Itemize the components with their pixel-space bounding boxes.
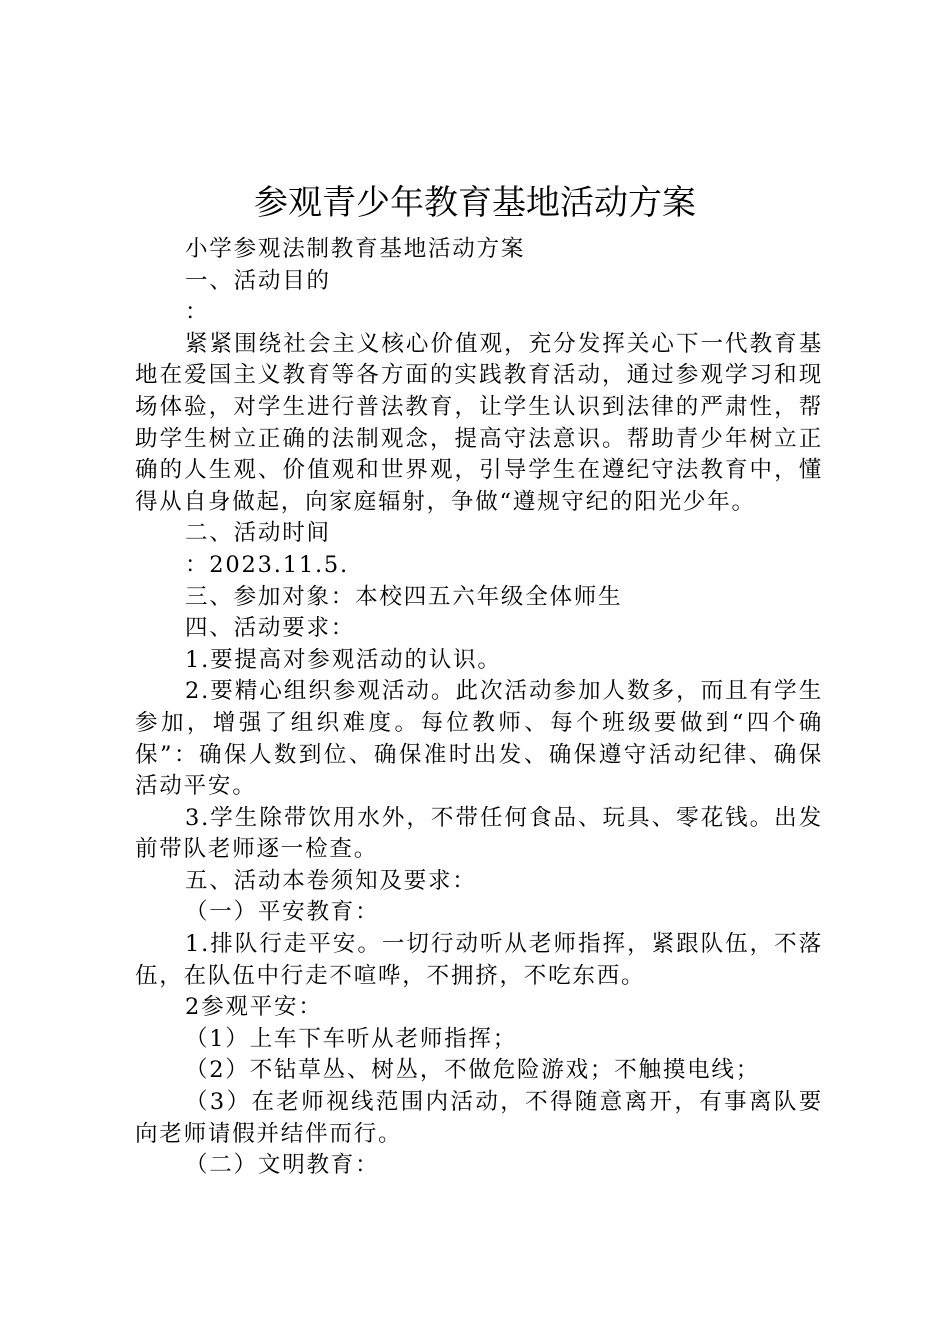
safety-subitem-3: （3）在老师视线范围内活动，不得随意离开，有事离队要向老师请假并结伴而行。 xyxy=(135,1089,823,1147)
subtitle: 小学参观法制教育基地活动方案 xyxy=(185,236,526,262)
section-heading-purpose: 一、活动目的 xyxy=(185,267,331,294)
document-title: 参观青少年教育基地活动方案 xyxy=(254,183,696,223)
safety-subitem-2: （2）不钻草丛、树丛，不做危险游戏；不触摸电线； xyxy=(185,1057,761,1084)
section-heading-notes: 五、活动本卷须知及要求： xyxy=(185,867,477,894)
requirement-item-1: 1.要提高对参观活动的认识。 xyxy=(185,646,502,673)
activity-date: ：2023.11.5. xyxy=(185,551,349,578)
document-body xyxy=(135,234,823,1182)
safety-subitem-1: （1）上车下车听从老师指挥； xyxy=(185,1025,518,1052)
section-heading-requirements: 四、活动要求： xyxy=(185,615,356,642)
section-heading-time: 二、活动时间 xyxy=(185,520,331,547)
requirement-item-2: 2.要精心组织参观活动。此次活动参加人数多，而且有学生参加，增强了组织难度。每位教师、每个班级要做到“四个确保”：确保人数到位、确保准时出发、确保遵守活动纪律、确保活动平安。 xyxy=(135,678,823,800)
requirement-item-3: 3.学生除带饮用水外，不带任何食品、玩具、零花钱。出发前带队老师逐一检查。 xyxy=(135,804,823,863)
safety-item-1: 1.排队行走平安。一切行动听从老师指挥，紧跟队伍，不落伍，在队伍中行走不喧哗，不拥挤，不吃东西。 xyxy=(135,931,823,989)
safety-item-2: 2参观平安： xyxy=(185,994,323,1021)
subsection-safety: （一）平安教育： xyxy=(185,899,380,926)
colon-line: ： xyxy=(185,299,210,326)
subsection-civility: （二）文明教育： xyxy=(185,1152,380,1179)
section-participants: 三、参加对象：本校四五六年级全体师生 xyxy=(185,583,623,610)
paragraph-purpose: 紧紧围绕社会主义核心价值观，充分发挥关心下一代教育基地在爱国主义教育等各方面的实践教育活动，通过参观学习和现场体验，对学生进行普法教育，让学生认识到法律的严肃性，帮助学生树立正确的法制观念，提高守法意识。帮助青少年树立正确的人生观、价值观和世界观，引导学生在遵纪守法教育中，懂得从自身做起，向家庭辐射，争做“遵规守纪的阳光少年。 xyxy=(135,330,823,515)
